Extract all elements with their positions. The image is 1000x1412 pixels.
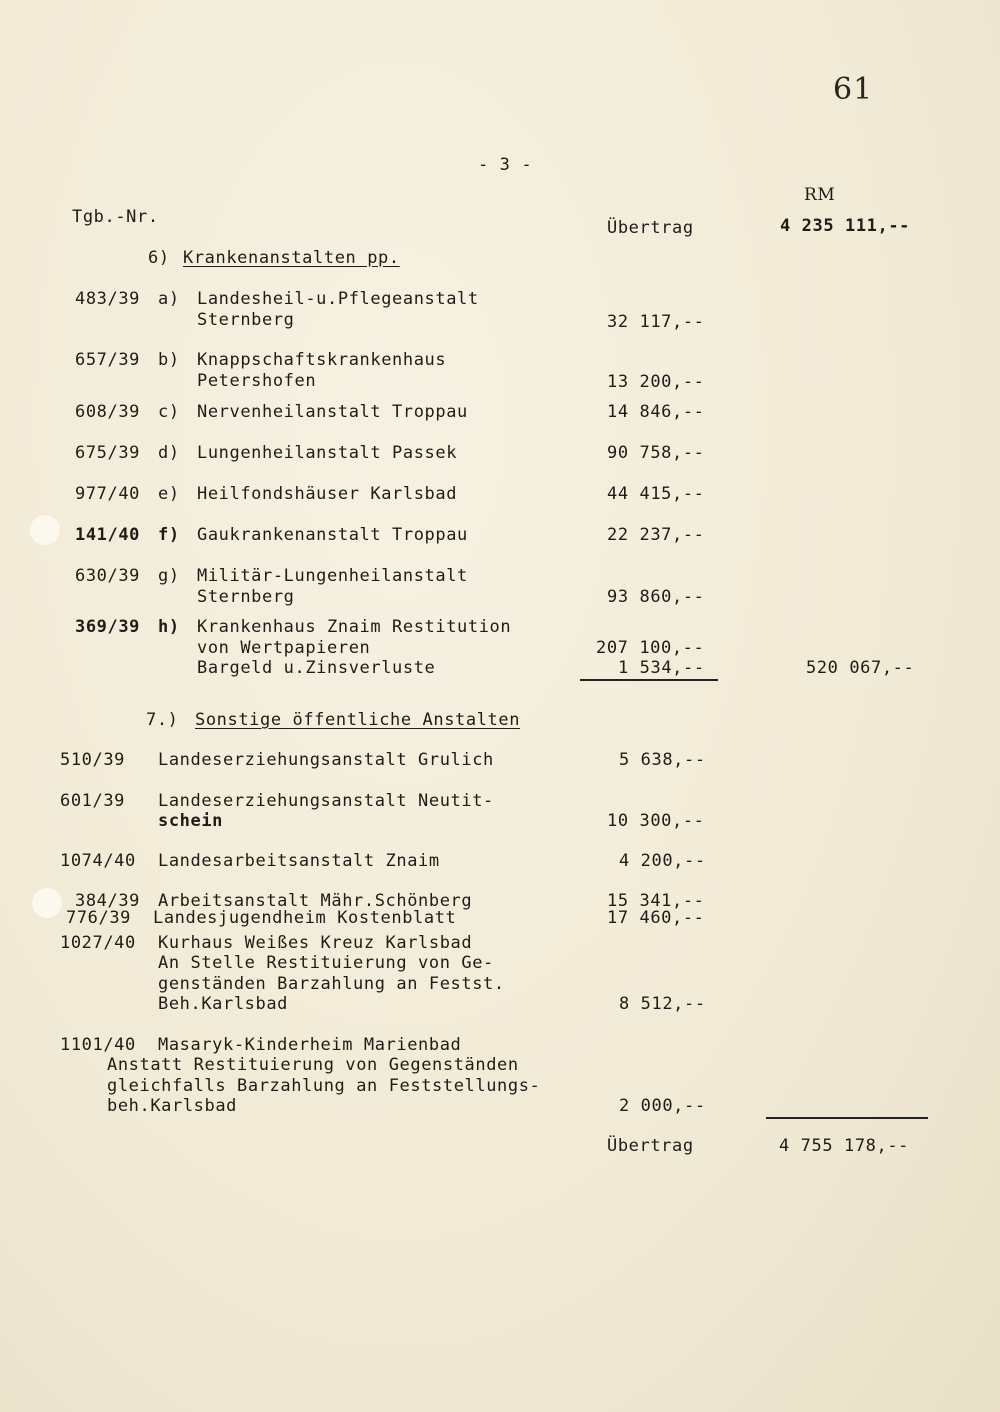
entry-text: Beh.Karlsbad (158, 994, 289, 1014)
entry-text: Landesheil-u.Pflegeanstalt (197, 289, 479, 309)
entry-text: Krankenhaus Znaim Restitution (197, 617, 512, 637)
carry-out-label: Übertrag (607, 1136, 694, 1156)
entry-text: Heilfondshäuser Karlsbad (197, 484, 458, 504)
entry-number: 1101/40 (60, 1035, 136, 1055)
entry-amount: 1 534,-- (618, 658, 705, 678)
entry-amount: 15 341,-- (607, 891, 705, 911)
entry-text: Kurhaus Weißes Kreuz Karlsbad (158, 933, 473, 953)
entry-number: 657/39 (75, 350, 141, 370)
entry-amount: 4 200,-- (619, 851, 706, 871)
entry-text: Sternberg (197, 310, 295, 330)
carry-in-value: 4 235 111,-- (780, 216, 911, 236)
entry-amount: 17 460,-- (607, 908, 705, 928)
section6-number: 6) (148, 248, 170, 268)
carry-in-label: Übertrag (607, 218, 694, 238)
entry-text: Landeserziehungsanstalt Grulich (158, 750, 494, 770)
entry-number: 369/39 (75, 617, 141, 637)
entry-letter: d) (158, 443, 180, 463)
currency-label: RM (804, 185, 836, 205)
entry-letter: h) (158, 617, 180, 637)
page-marker: - 3 - (478, 155, 533, 175)
section7-number: 7.) (146, 710, 179, 730)
entry-number: 1027/40 (60, 933, 136, 953)
entry-number: 141/40 (75, 525, 141, 545)
entry-letter: c) (158, 402, 180, 422)
entry-amount: 44 415,-- (607, 484, 705, 504)
entry-amount: 8 512,-- (619, 994, 706, 1014)
entry-amount: 90 758,-- (607, 443, 705, 463)
total-rule (766, 1117, 928, 1119)
entry-text: Militär-Lungenheilanstalt (197, 566, 468, 586)
entry-text: schein (158, 811, 224, 831)
entry-text: Gaukrankenanstalt Troppau (197, 525, 468, 545)
entry-amount: 207 100,-- (596, 638, 705, 658)
header-label: Tgb.-Nr. (72, 207, 159, 227)
entry-amount: 32 117,-- (607, 312, 705, 332)
section7-title: Sonstige öffentliche Anstalten (195, 710, 521, 730)
punch-hole (30, 515, 60, 545)
entry-text: gleichfalls Barzahlung an Feststellungs- (107, 1076, 541, 1096)
entry-letter: f) (158, 525, 180, 545)
entry-letter: e) (158, 484, 180, 504)
entry-number: 977/40 (75, 484, 141, 504)
entry-text: Landesjugendheim Kostenblatt (153, 908, 457, 928)
section6-total: 520 067,-- (806, 658, 915, 678)
entry-number: 601/39 (60, 791, 126, 811)
entry-text: Arbeitsanstalt Mähr.Schönberg (158, 891, 473, 911)
subtotal-rule (580, 679, 718, 681)
carry-out-value: 4 755 178,-- (779, 1136, 910, 1156)
entry-number: 510/39 (60, 750, 126, 770)
entry-text: Anstatt Restituierung von Gegenständen (107, 1055, 519, 1075)
entry-number: 608/39 (75, 402, 141, 422)
entry-text: genständen Barzahlung an Festst. (158, 974, 505, 994)
entry-letter: a) (158, 289, 180, 309)
entry-text: Lungenheilanstalt Passek (197, 443, 458, 463)
page-number: 61 (833, 72, 874, 107)
entry-number: 483/39 (75, 289, 141, 309)
entry-text: Landesarbeitsanstalt Znaim (158, 851, 440, 871)
entry-number: 675/39 (75, 443, 141, 463)
entry-letter: b) (158, 350, 180, 370)
entry-text: von Wertpapieren (197, 638, 371, 658)
entry-number: 384/39 (75, 891, 141, 911)
entry-number: 630/39 (75, 566, 141, 586)
entry-text: An Stelle Restituierung von Ge- (158, 953, 494, 973)
entry-text: Knappschaftskrankenhaus (197, 350, 447, 370)
entry-amount: 10 300,-- (607, 811, 705, 831)
entry-text: Bargeld u.Zinsverluste (197, 658, 436, 678)
section6-title: Krankenanstalten pp. (183, 248, 400, 268)
entry-amount: 22 237,-- (607, 525, 705, 545)
entry-text: Sternberg (197, 587, 295, 607)
entry-amount: 93 860,-- (607, 587, 705, 607)
entry-amount: 2 000,-- (619, 1096, 706, 1116)
entry-text: Nervenheilanstalt Troppau (197, 402, 468, 422)
entry-amount: 13 200,-- (607, 372, 705, 392)
entry-number: 1074/40 (60, 851, 136, 871)
punch-hole (32, 888, 62, 918)
entry-text: Petershofen (197, 371, 317, 391)
entry-text: beh.Karlsbad (107, 1096, 238, 1116)
entry-letter: g) (158, 566, 180, 586)
entry-number: 776/39 (66, 908, 132, 928)
entry-amount: 5 638,-- (619, 750, 706, 770)
entry-text: Landeserziehungsanstalt Neutit- (158, 791, 494, 811)
entry-amount: 14 846,-- (607, 402, 705, 422)
entry-text: Masaryk-Kinderheim Marienbad (158, 1035, 462, 1055)
